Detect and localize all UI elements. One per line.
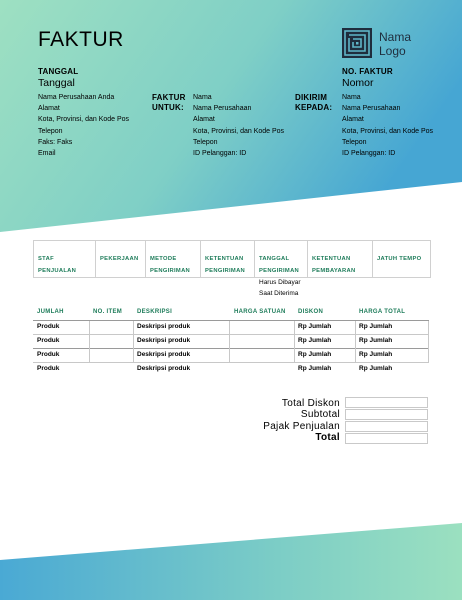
- subtotal-label: Subtotal: [300, 409, 340, 420]
- header-payment-terms-line-2: PEMBAYARAN: [312, 268, 356, 274]
- table-row-3-total: Rp Jumlah: [359, 351, 393, 358]
- sender-fax: Faks: Faks: [38, 138, 73, 146]
- header-payment-terms-line-1: KETENTUAN: [312, 256, 351, 262]
- table-row-4-description: Deskripsi produk: [137, 365, 191, 372]
- bill-to-name: Nama: [193, 94, 212, 101]
- items-row-divider: [33, 362, 429, 363]
- table-row-2-total: Rp Jumlah: [359, 337, 393, 344]
- payment-terms-note-2: Saat Diterima: [259, 290, 299, 297]
- table-row-4-discount: Rp Jumlah: [298, 365, 332, 372]
- ship-to-address: [342, 92, 433, 159]
- invoice-title: FAKTUR: [38, 28, 124, 51]
- header-due-date-line-1: JATUH TEMPO: [377, 256, 422, 262]
- total-discount-field[interactable]: [345, 397, 428, 408]
- table-row-2-description: Deskripsi produk: [137, 337, 191, 344]
- sender-phone: Telepon: [38, 127, 63, 135]
- bill-to-city: Kota, Provinsi, dan Kode Pos: [193, 127, 285, 135]
- items-row-divider: [33, 334, 429, 335]
- invoice-number-label: NO. FAKTUR: [342, 67, 393, 76]
- logo-line-2: Logo: [379, 44, 406, 58]
- header-shipping-terms: [201, 241, 255, 277]
- bill-to-label-line-2: UNTUK:: [152, 103, 184, 112]
- header-sales-staff-line-1: STAF: [38, 256, 54, 262]
- table-row-1-quantity: Produk: [37, 323, 60, 330]
- payment-terms-note: [259, 277, 301, 299]
- logo-line-1: Nama: [379, 30, 412, 44]
- bill-to-company: Nama Perusahaan: [193, 105, 252, 113]
- payment-terms-note-1: Harus Dibayar: [259, 279, 301, 286]
- date-value: Tanggal: [38, 77, 75, 89]
- bill-to-customer-id: ID Pelanggan: ID: [193, 150, 247, 158]
- sender-company: Nama Perusahaan Anda: [38, 94, 115, 101]
- ship-to-label-line-1: DIKIRIM: [295, 93, 328, 102]
- items-header-total-price: HARGA TOTAL: [359, 309, 406, 315]
- ship-to-company: Nama Perusahaan: [342, 105, 401, 113]
- items-col-divider: [133, 321, 134, 362]
- header-shipping-method-line-1: METODE: [150, 256, 177, 262]
- sender-address: [38, 92, 129, 159]
- table-row-2-discount: Rp Jumlah: [298, 337, 332, 344]
- ship-to-name: Nama: [342, 94, 361, 101]
- header-shipping-date-line-2: PENGIRIMAN: [259, 268, 300, 274]
- table-row-4-quantity: Produk: [37, 365, 60, 372]
- header-shipping-date: [255, 241, 308, 277]
- header-shipping-method-line-2: PENGIRIMAN: [150, 268, 191, 274]
- maze-logo-icon: [342, 28, 372, 58]
- header-job: [96, 241, 146, 277]
- sender-email: Email: [38, 150, 56, 158]
- bill-to-street: Alamat: [193, 116, 215, 124]
- table-row-3-discount: Rp Jumlah: [298, 351, 332, 358]
- items-col-divider: [89, 321, 90, 362]
- items-header-discount: DISKON: [298, 309, 324, 315]
- header-job-line-1: PEKERJAAN: [100, 256, 139, 262]
- invoice-number-value: Nomor: [342, 77, 374, 89]
- items-header-description: DESKRIPSI: [137, 309, 173, 315]
- ship-to-label-line-2: KEPADA:: [295, 103, 333, 112]
- items-col-divider: [294, 321, 295, 362]
- header-payment-terms: [308, 241, 373, 277]
- items-col-divider: [355, 321, 356, 362]
- items-header-quantity: JUMLAH: [37, 309, 64, 315]
- table-row-1-total: Rp Jumlah: [359, 323, 393, 330]
- items-top-rule: [33, 320, 429, 321]
- items-header-item-no: NO. ITEM: [93, 309, 123, 315]
- logo-text: [379, 30, 411, 58]
- header-shipping-terms-line-1: KETENTUAN: [205, 256, 244, 262]
- bill-to-label-line-1: FAKTUR: [152, 93, 186, 102]
- table-row-2-quantity: Produk: [37, 337, 60, 344]
- shipping-info-table: [33, 240, 431, 278]
- bill-to-address: [193, 92, 284, 159]
- ship-to-street: Alamat: [342, 116, 364, 124]
- table-row-4-total: Rp Jumlah: [359, 365, 393, 372]
- table-row-3-quantity: Produk: [37, 351, 60, 358]
- table-row-3-description: Deskripsi produk: [137, 351, 191, 358]
- footer-gradient-band: [0, 523, 462, 600]
- header-sales-staff: [34, 241, 96, 277]
- total-discount-label: Total Diskon: [281, 398, 340, 409]
- subtotal-field[interactable]: [345, 409, 428, 420]
- items-col-divider: [229, 321, 230, 362]
- sales-tax-label: Pajak Penjualan: [263, 421, 340, 432]
- header-due-date: [373, 241, 430, 277]
- logo: [342, 28, 372, 58]
- total-label: Total: [315, 432, 340, 443]
- sender-city: Kota, Provinsi, dan Kode Pos: [38, 116, 130, 124]
- header-shipping-method: [146, 241, 201, 277]
- items-mid-rule: [33, 348, 429, 349]
- sales-tax-field[interactable]: [345, 421, 428, 432]
- total-field[interactable]: [345, 433, 428, 444]
- header-shipping-date-line-1: TANGGAL: [259, 256, 290, 262]
- items-col-divider: [428, 321, 429, 362]
- table-row-1-description: Deskripsi produk: [137, 323, 191, 330]
- table-row-1-discount: Rp Jumlah: [298, 323, 332, 330]
- ship-to-customer-id: ID Pelanggan: ID: [342, 150, 396, 158]
- bill-to-phone: Telepon: [193, 138, 218, 146]
- ship-to-label: [295, 93, 332, 113]
- header-sales-staff-line-2: PENJUALAN: [38, 268, 77, 274]
- ship-to-phone: Telepon: [342, 138, 367, 146]
- bill-to-label: [152, 93, 186, 113]
- header-shipping-terms-line-2: PENGIRIMAN: [205, 268, 246, 274]
- sender-address-line: Alamat: [38, 105, 60, 113]
- items-header-unit-price: HARGA SATUAN: [234, 309, 286, 315]
- ship-to-city: Kota, Provinsi, dan Kode Pos: [342, 127, 434, 135]
- date-label: TANGGAL: [38, 67, 79, 76]
